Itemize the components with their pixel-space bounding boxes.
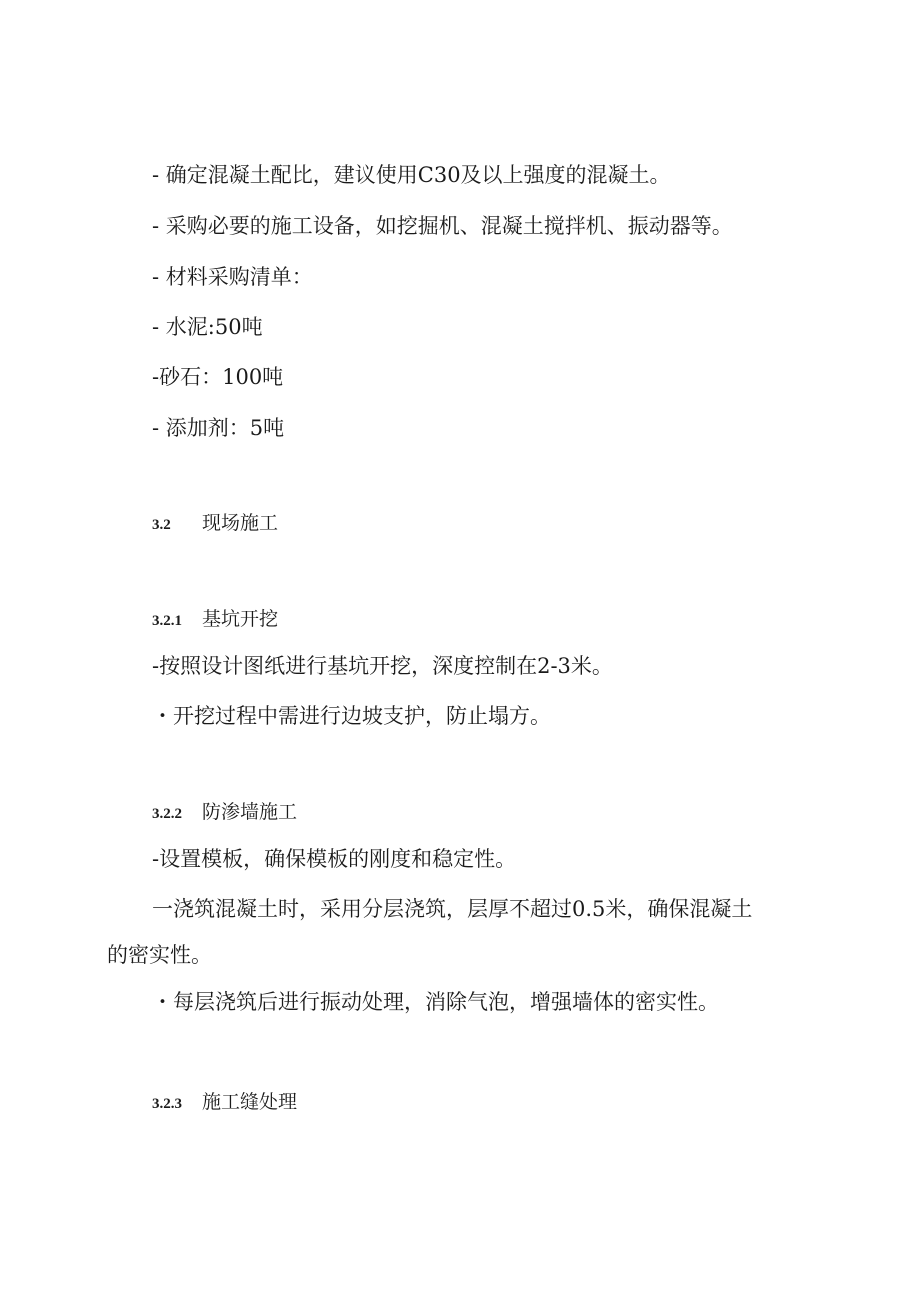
prep-item-equipment: - 采购必要的施工设备，如挖掘机、混凝土搅拌机、振动器等。 [152,214,733,238]
section-heading-3-2-3 [152,1088,297,1118]
section-heading-3-2 [152,509,278,539]
excavation-item-depth: -按照设计图纸进行基坑开挖，深度控制在2-3米。 [152,654,613,678]
prep-item-material-list: - 材料采购清单： [152,265,313,289]
wall-item-pouring-continued: 的密实性。 [107,943,212,967]
prep-item-concrete-mix: - 确定混凝土配比，建议使用C30及以上强度的混凝土。 [152,163,671,187]
section-title: 基坑开挖 [202,608,279,630]
section-heading-3-2-1 [152,605,278,635]
prep-item-cement: - 水泥:50吨 [152,315,263,339]
section-heading-3-2-2 [152,798,297,828]
section-title: 现场施工 [202,512,279,534]
wall-item-pouring: 一浇筑混凝土时，采用分层浇筑，层厚不超过0.5米，确保混凝土 [152,897,753,921]
wall-item-vibration: ・每层浇筑后进行振动处理，消除气泡，增强墙体的密实性。 [152,990,719,1014]
section-title: 施工缝处理 [202,1091,298,1113]
section-number: 3.2.2 [152,806,182,822]
excavation-item-slope: ・开挖过程中需进行边坡支护，防止塌方。 [152,704,551,728]
section-number: 3.2 [152,517,171,533]
prep-item-gravel: -砂石：100吨 [152,365,284,389]
section-number: 3.2.3 [152,1096,182,1112]
section-number: 3.2.1 [152,613,182,629]
section-title: 防渗墙施工 [202,801,298,823]
prep-item-additive: - 添加剂：5吨 [152,416,285,440]
wall-item-formwork: -设置模板，确保模板的刚度和稳定性。 [152,847,517,871]
